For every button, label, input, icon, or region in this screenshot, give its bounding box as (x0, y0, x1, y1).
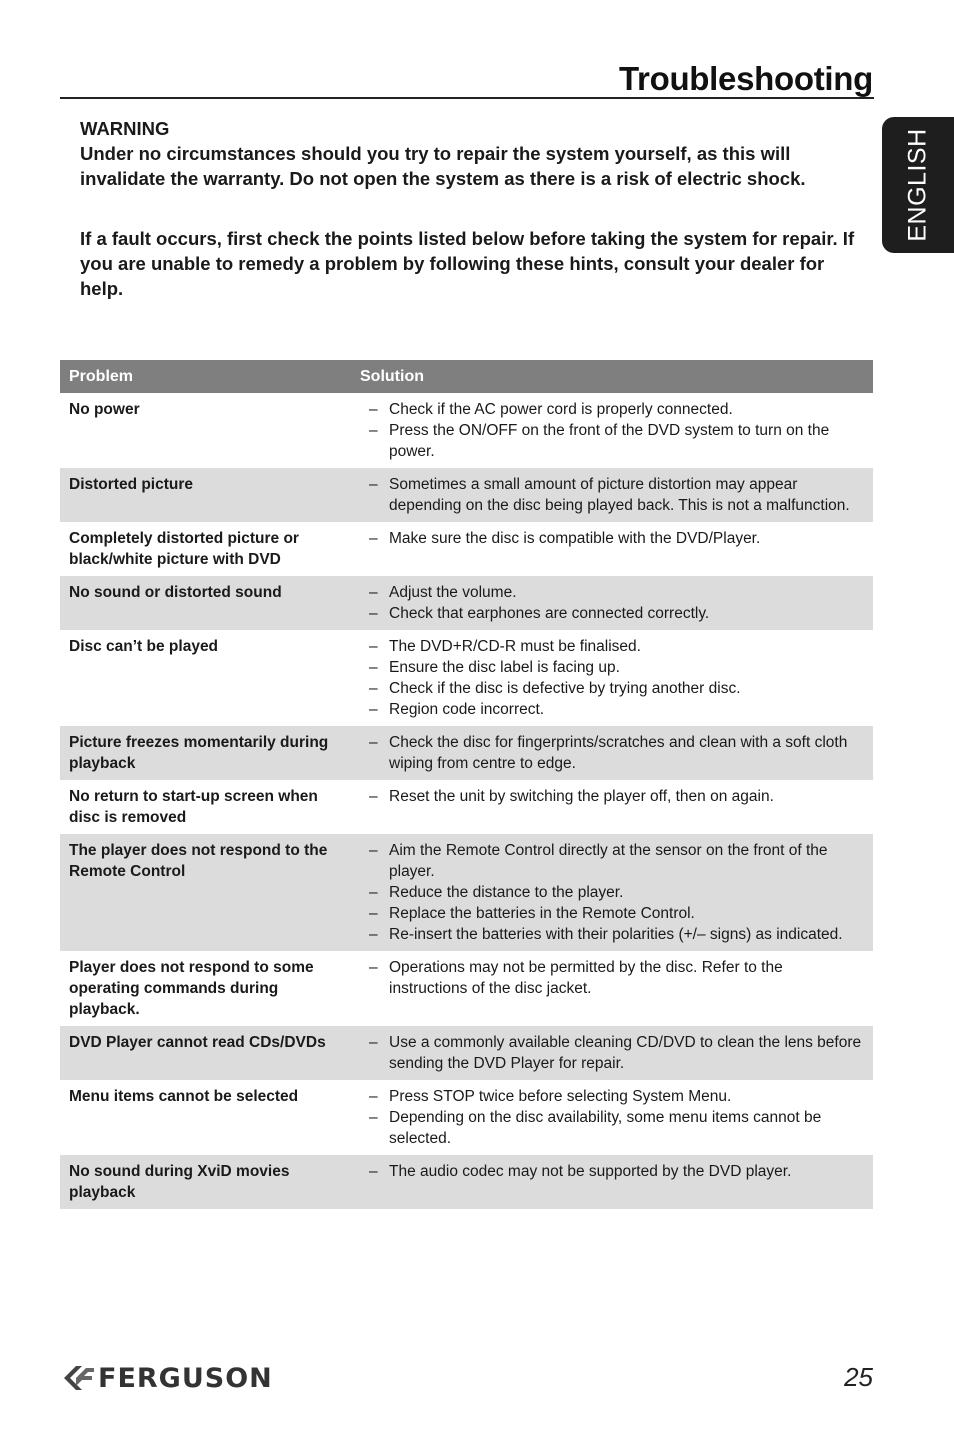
warning-heading: WARNING (80, 118, 170, 139)
page-number: 25 (844, 1362, 873, 1392)
solution-text: Ensure the disc label is facing up. (389, 659, 620, 676)
solution-item (360, 678, 865, 699)
solution-cell (360, 399, 873, 462)
problem-cell: Distorted picture (69, 476, 194, 493)
solution-text: Region code incorrect. (389, 701, 545, 718)
solution-item (360, 528, 865, 549)
dash-bullet: – (369, 476, 378, 493)
solution-item (360, 582, 865, 603)
solution-item (360, 657, 865, 678)
dash-bullet: – (369, 422, 378, 439)
dash-bullet: – (369, 638, 378, 655)
solution-cell (360, 786, 873, 828)
solution-item (360, 732, 865, 774)
table-row (60, 1155, 873, 1209)
solution-item (360, 1086, 865, 1107)
solution-item (360, 957, 865, 999)
dash-bullet: – (369, 584, 378, 601)
solution-cell (360, 474, 873, 516)
problem-cell: Completely distorted picture or black/white picture with DVD (69, 530, 299, 568)
solution-item (360, 603, 865, 624)
solution-text: Aim the Remote Control directly at the sensor on the front of the player. (389, 842, 828, 880)
dash-bullet: – (369, 659, 378, 676)
solution-cell (360, 528, 873, 570)
solution-item (360, 474, 865, 516)
solution-text: Reduce the distance to the player. (389, 884, 624, 901)
fault-text: If a fault occurs, first check the points listed below before taking the system for repair. If you are unable to remedy a problem by following these hints, consult your dealer for help. (80, 228, 855, 299)
solution-cell (360, 957, 873, 1020)
dash-bullet: – (369, 1034, 378, 1051)
table-row (60, 468, 873, 522)
solution-cell (360, 1161, 873, 1203)
table-header (60, 360, 873, 393)
dash-bullet: – (369, 788, 378, 805)
dash-bullet: – (369, 680, 378, 697)
ferguson-logo-icon (62, 1363, 96, 1393)
column-header-solution: Solution (360, 368, 424, 385)
solution-cell (360, 732, 873, 774)
dash-bullet: – (369, 926, 378, 943)
problem-cell: Picture freezes momentarily during playback (69, 734, 329, 772)
page-title: Troubleshooting (619, 60, 873, 97)
solution-text: The DVD+R/CD-R must be finalised. (389, 638, 641, 655)
solution-item (360, 420, 865, 462)
dash-bullet: – (369, 959, 378, 976)
solution-item (360, 1161, 865, 1182)
dash-bullet: – (369, 842, 378, 859)
solution-text: Operations may not be permitted by the disc. Refer to the instructions of the disc jacket. (389, 959, 783, 997)
table-row (60, 576, 873, 630)
brand-name: FERGUSON (98, 1362, 273, 1394)
problem-cell: Disc can’t be played (69, 638, 219, 655)
dash-bullet: – (369, 1088, 378, 1105)
table-row (60, 951, 873, 1026)
table-body (60, 393, 873, 1209)
dash-bullet: – (369, 734, 378, 751)
problem-cell: No sound or distorted sound (69, 584, 282, 601)
solution-item (360, 903, 865, 924)
dash-bullet: – (369, 905, 378, 922)
solution-text: Re-insert the batteries with their polarities (+/– signs) as indicated. (389, 926, 843, 943)
solution-text: Depending on the disc availability, some menu items cannot be selected. (389, 1109, 822, 1147)
solution-item (360, 636, 865, 657)
solution-cell (360, 840, 873, 945)
solution-text: Press the ON/OFF on the front of the DVD system to turn on the power. (389, 422, 830, 460)
language-tab-label: ENGLISH (903, 128, 932, 242)
solution-text: Make sure the disc is compatible with the DVD/Player. (389, 530, 761, 547)
dash-bullet: – (369, 1163, 378, 1180)
problem-cell: No return to start-up screen when disc is removed (69, 788, 318, 826)
solution-text: Reset the unit by switching the player off, then on again. (389, 788, 774, 805)
problem-cell: Menu items cannot be selected (69, 1088, 299, 1105)
problem-cell: DVD Player cannot read CDs/DVDs (69, 1034, 326, 1051)
solution-cell (360, 582, 873, 624)
solution-text: Adjust the volume. (389, 584, 517, 601)
solution-item (360, 924, 865, 945)
dash-bullet: – (369, 701, 378, 718)
solution-text: Sometimes a small amount of picture distortion may appear depending on the disc being played back. This is not a malfunction. (389, 476, 850, 514)
table-row (60, 834, 873, 951)
solution-cell (360, 1032, 873, 1074)
problem-cell: Player does not respond to some operating commands during playback. (69, 959, 314, 1018)
troubleshooting-table (60, 360, 873, 1209)
solution-item (360, 786, 865, 807)
intro-section (80, 116, 870, 301)
problem-cell: The player does not respond to the Remote Control (69, 842, 328, 880)
solution-item (360, 399, 865, 420)
column-header-problem: Problem (69, 368, 134, 385)
table-row (60, 522, 873, 576)
dash-bullet: – (369, 1109, 378, 1126)
table-row (60, 1026, 873, 1080)
dash-bullet: – (369, 530, 378, 547)
warning-text: Under no circumstances should you try to repair the system yourself, as this will invalidate the warranty. Do not open the system as there is a risk of electric shock. (80, 143, 806, 189)
solution-item (360, 882, 865, 903)
solution-text: Replace the batteries in the Remote Control. (389, 905, 695, 922)
table-row (60, 726, 873, 780)
solution-text: Check if the disc is defective by trying another disc. (389, 680, 741, 697)
solution-text: Press STOP twice before selecting System Menu. (389, 1088, 732, 1105)
problem-cell: No sound during XviD movies playback (69, 1163, 290, 1201)
solution-item (360, 1032, 865, 1074)
dash-bullet: – (369, 401, 378, 418)
solution-cell (360, 636, 873, 720)
table-row (60, 630, 873, 726)
table-row (60, 780, 873, 834)
solution-text: Use a commonly available cleaning CD/DVD to clean the lens before sending the DVD Player for repair. (389, 1034, 862, 1072)
solution-text: The audio codec may not be supported by the DVD player. (389, 1163, 792, 1180)
solution-text: Check that earphones are connected correctly. (389, 605, 710, 622)
title-rule (60, 97, 874, 99)
solution-text: Check the disc for fingerprints/scratches and clean with a soft cloth wiping from centre to edge. (389, 734, 848, 772)
solution-item (360, 840, 865, 882)
table-row (60, 1080, 873, 1155)
problem-cell: No power (69, 401, 140, 418)
solution-text: Check if the AC power cord is properly connected. (389, 401, 733, 418)
language-tab (882, 117, 954, 253)
solution-item (360, 699, 865, 720)
solution-cell (360, 1086, 873, 1149)
brand-logo (62, 1362, 273, 1394)
table-row (60, 393, 873, 468)
solution-item (360, 1107, 865, 1149)
dash-bullet: – (369, 605, 378, 622)
dash-bullet: – (369, 884, 378, 901)
